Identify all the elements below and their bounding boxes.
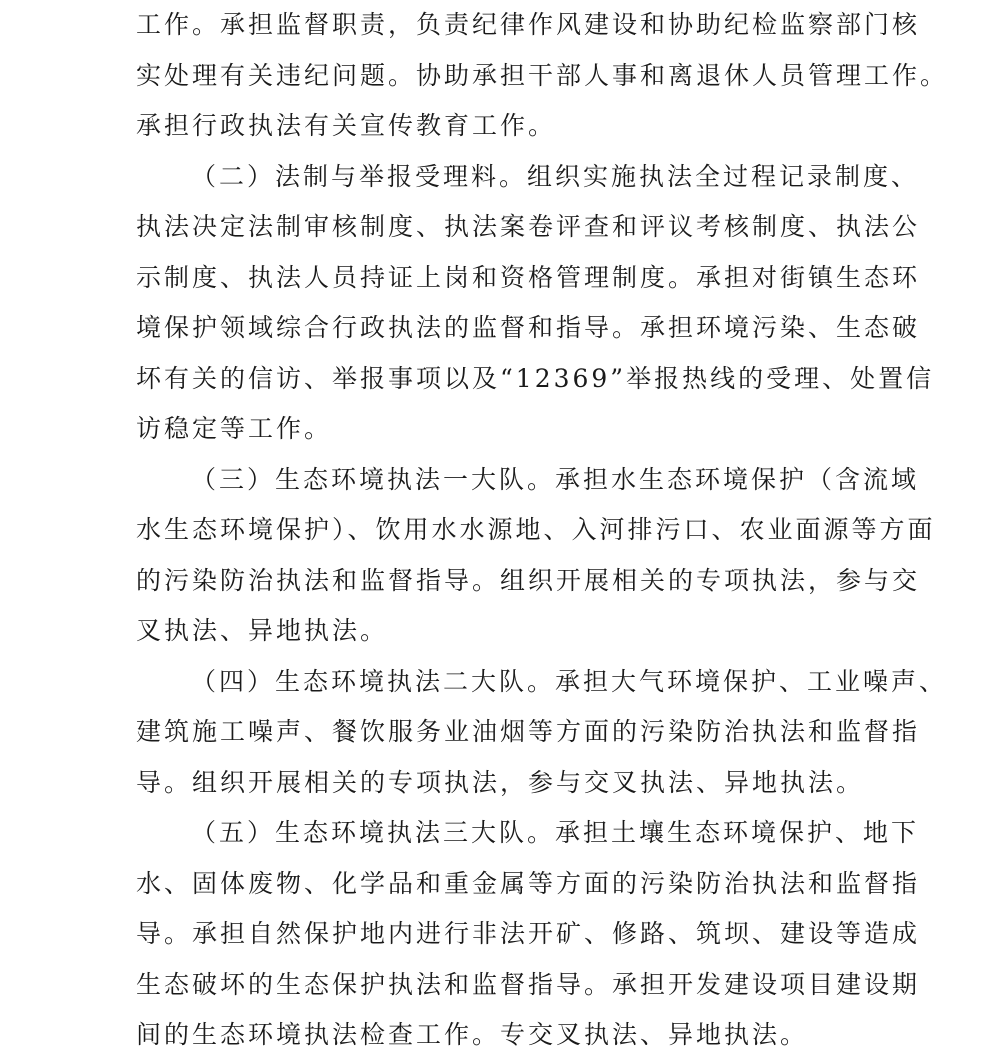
text-line: 间的生态环境执法检查工作。专交叉执法、异地执法。 [136,1020,809,1049]
text-line: （五）生态环境执法三大队。承担土壤生态环境保护、地下 [191,818,920,847]
text-line: 水生态环境保护）、饮用水水源地、入河排污口、农业面源等方面 [136,515,936,544]
text-line: 示制度、执法人员持证上岗和资格管理制度。承担对街镇生态环 [136,262,921,292]
text-line: 境保护领域综合行政执法的监督和指导。承担环境污染、生态破 [136,313,921,342]
paragraph-legal-and-complaints [136,152,935,455]
text-line: （三）生态环境执法一大队。承担水生态环境保护（含流域 [191,464,920,494]
text-line: （四）生态环境执法二大队。承担大气环境保护、工业噪声、 [191,666,948,696]
text-line: 执法决定法制审核制度、执法案卷评查和评议考核制度、执法公 [136,212,921,241]
text-line: 导。承担自然保护地内进行非法开矿、修路、筑坝、建设等造成 [136,919,921,948]
paragraph-continuation [136,0,949,152]
text-line: 导。组织开展相关的专项执法，参与交叉执法、异地执法。 [136,767,865,797]
text-line: 的污染防治执法和监督指导。组织开展相关的专项执法，参与交 [136,565,921,595]
text-line: 实处理有关违纪问题。协助承担干部人事和离退休人员管理工作。 [136,60,949,90]
text-line: 工作。承担监督职责，负责纪律作风建设和协助纪检监察部门核 [136,10,921,39]
text-line: 承担行政执法有关宣传教育工作。 [136,111,557,140]
paragraph-brigade-two [136,657,948,809]
text-line: （二）法制与举报受理料。组织实施执法全过程记录制度、 [191,161,920,191]
text-line: 访稳定等工作。 [136,414,333,443]
paragraph-brigade-one [136,455,936,657]
text-line: 叉执法、异地执法。 [136,616,389,645]
text-line: 生态破坏的生态保护执法和监督指导。承担开发建设项目建设期 [136,969,921,999]
text-line: 建筑施工噪声、餐饮服务业油烟等方面的污染防治执法和监督指 [136,717,921,746]
text-line: 坏有关的信访、举报事项以及“12369”举报热线的受理、处置信 [136,363,935,393]
text-line: 水、固体废物、化学品和重金属等方面的污染防治执法和监督指 [136,868,921,898]
paragraph-brigade-three [136,808,921,1061]
document-page [136,0,949,1061]
